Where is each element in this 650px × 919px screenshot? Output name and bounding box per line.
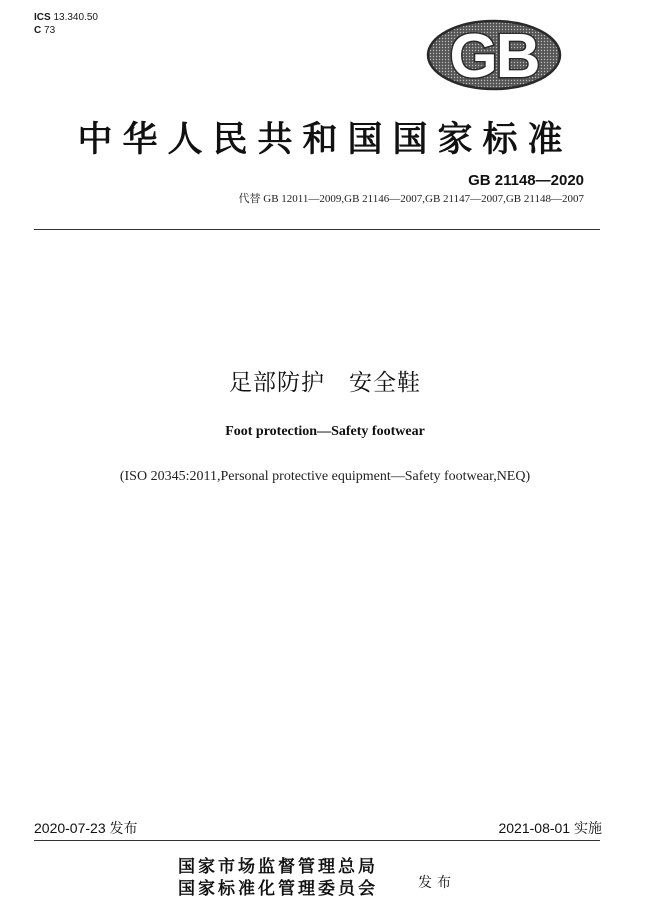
gb-logo-text: GB	[449, 22, 539, 91]
bottom-divider	[34, 840, 600, 841]
ccs-label: C	[34, 25, 42, 36]
ics-code: 13.340.50	[53, 12, 98, 23]
implementation-date: 2021-08-01 实施	[498, 820, 602, 836]
publish-label: 发布	[418, 875, 456, 891]
iso-reference: (ISO 20345:2011,Personal protective equipment—Safety footwear,NEQ)	[119, 469, 531, 484]
gb-logo	[426, 19, 562, 91]
ccs-line	[34, 24, 98, 37]
issuing-authorities	[178, 856, 378, 900]
top-divider	[34, 229, 600, 230]
issuer-sac: 国家标准化管理委员会	[178, 879, 378, 899]
replaces-line: 代替 GB 12011—2009,GB 21146—2007,GB 21147—2007,GB 21148—2007	[238, 193, 584, 205]
title-chinese: 足部防护 安全鞋	[229, 370, 421, 396]
title-english: Foot protection—Safety footwear	[225, 424, 425, 439]
issue-date: 2020-07-23 发布	[34, 820, 138, 836]
standard-number: GB 21148—2020	[468, 172, 584, 189]
ics-line	[34, 11, 98, 24]
main-title: 中华人民共和国国家标准	[77, 119, 573, 160]
issuer-samr: 国家市场监督管理总局	[178, 857, 378, 877]
ics-label: ICS	[34, 12, 51, 23]
classification-codes	[34, 11, 98, 37]
ccs-code: 73	[44, 25, 56, 36]
